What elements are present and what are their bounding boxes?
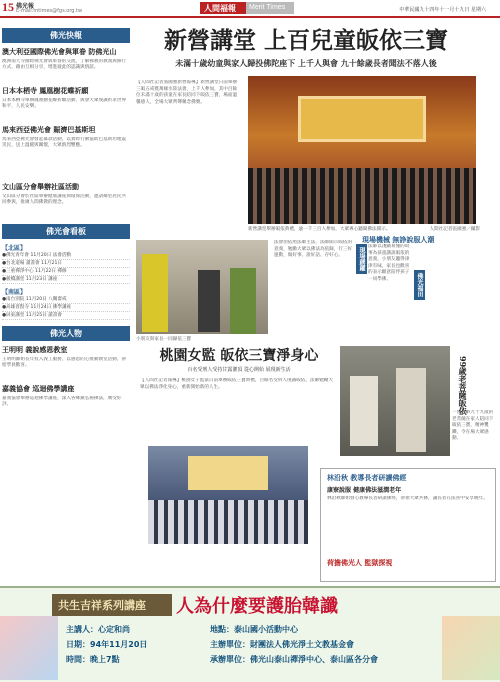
speaker: 主講人：心定和尚: [66, 625, 130, 634]
ceremony-hall-photo: [248, 76, 476, 224]
people-item-title: 嘉義協會 巡迴佛學講座: [2, 385, 75, 393]
person-shape: [142, 254, 168, 332]
event-item: ●台北道場 讀書會 11月21日: [2, 260, 130, 268]
news-item-title: 馬來西亞佛光會 賑濟巴基斯坦: [2, 126, 96, 134]
vertical-label: 佛光福田: [414, 270, 425, 300]
person-shape: [396, 368, 426, 452]
news-item-text: 馬來西亞佛光會發起募款活動，以實際行動協助巴基斯坦地震災民，送上溫暖與關懷，大眾熱烈響應。: [2, 137, 127, 148]
events-heading: 佛光會看板: [2, 224, 130, 239]
child-illustration: [442, 616, 500, 680]
event-item: ●南台別院 11月20日 八關齋戒: [2, 296, 130, 304]
photo-caption: 新營講堂舉辦皈依典禮，逾一千三百人參加，大眾專心聽聞佛法開示。: [248, 227, 391, 232]
left-column: [2, 22, 130, 582]
masthead: 人間福報: [200, 2, 290, 14]
altar-shape: [298, 96, 426, 142]
event-item: ●高雄普賢寺 11月24日 佛學講座: [2, 304, 130, 312]
side-title: 現場機械 無諍說服人潮: [362, 236, 435, 244]
side-body: 法師以淺顯易懂的故事為孩童講說皈依的意義，小朋友聽得津津有味，家長也歡喜的表示願意陪伴孩子一同學佛。: [368, 244, 410, 282]
people-item-text: 王明明師姐長年投入義工服務，以感恩的心推動教室活動，帶給學員歡喜。: [2, 357, 127, 368]
event-item: ●板橋講堂 11月23日 講座: [2, 276, 130, 284]
masthead-en: Merit Times: [246, 2, 294, 14]
crowd-shape: [248, 168, 476, 224]
venue: 地點：泰山國小活動中心: [210, 625, 298, 634]
prison-ceremony-photo: [148, 446, 308, 544]
aside-body: 林沿秋師姐發心教導長者研讀佛經，帶領大眾共修，讓長者在法喜中安享晚年。: [327, 496, 488, 501]
family-illustration: [0, 616, 58, 680]
aside-title: 林沿秋 教導長者研讀佛經: [327, 474, 407, 482]
south-label: 【南區】: [2, 289, 27, 296]
people-heading: 佛光人物: [2, 326, 130, 341]
news-item-title: 澳大利亞國際佛光會與軍眷 防佛光山: [2, 48, 117, 56]
person-shape: [350, 376, 378, 446]
photo-credit: 人間社記者張國強／攝影: [429, 227, 480, 232]
section-name: 佛光報: [16, 3, 35, 10]
time: 時間：晚上7點: [66, 655, 120, 664]
news-item-title: 文山區分會舉辦社區活動: [2, 183, 79, 191]
page-number: 15: [2, 0, 14, 14]
aside-box: [320, 468, 496, 582]
stage-shape: [188, 456, 268, 490]
person-shape: [230, 268, 256, 334]
person-shape: [198, 270, 220, 332]
news-heading: 佛光快報: [2, 28, 130, 43]
column2-body: 法會由依照法師主法，法師開示皈依的意義，勉勵大眾以佛法為依歸，行三好運動，做好事、說好話、存好心。: [274, 240, 353, 258]
article1-body: 【人間社記者張國強新營報導】新營講堂日前舉辦三皈五戒暨萬緣水陸法會，上千人參加，其中百餘位未滿十歲的孩童在家長陪同下皈依三寶，場面溫馨感人，全場大眾齊聲稱念佛號。: [136, 80, 238, 105]
rows-shape: [148, 500, 308, 544]
vertical-label: 現場踴躍: [356, 244, 367, 274]
vertical-title: 99歲老菩薩皈依: [458, 356, 468, 416]
page-header: [0, 0, 500, 18]
people-item-text: 嘉義協會舉辦巡迴佛學講座，深入各鄉鎮弘揚佛法，廣受好評。: [2, 396, 122, 407]
aside-sub: 康寮說服 健康佛法滋潤老年: [327, 487, 402, 494]
event-item: ●三重禪淨中心 11月22日 禪修: [2, 268, 130, 276]
event-item: ●屏東講堂 11月25日 讀書會: [2, 312, 130, 320]
news-item-title: 日本本栖寺 鳳凰樹花蝶祈願: [2, 87, 89, 95]
issue-date: 中華民國九十四年十一月十九日 星期六: [399, 7, 486, 13]
host: 主辦單位：財團法人佛光淨土文教基金會: [210, 640, 354, 649]
date: 日期：94年11月20日: [66, 640, 148, 649]
second-headline: 桃園女監 皈依三寶淨身心: [159, 348, 319, 364]
news-item-text: 澳洲南天寺國際佛光會與軍眷的交流，了解佛教的教義與修行方式，藉由互相分享，增進彼此的認識與情誼。: [2, 59, 127, 70]
banner-title: 人為什麼要護胎韓讖: [176, 596, 338, 617]
organizer: 承辦單位：佛光山泰山禪淨中心、泰山區各分會: [210, 655, 378, 664]
children-caption: 小朋友與家長一同歸依三寶: [136, 337, 192, 342]
event-item: ●佛光青年會 11月20日 法會活動: [2, 252, 130, 260]
north-label: 【北區】: [2, 245, 27, 252]
series-tag: 共生吉祥系列講座: [52, 594, 172, 616]
main-subheadline: 未滿十歲幼童與家人歸投佛陀座下 上千人與會 九十餘歲長者聞法不落人後: [175, 59, 437, 68]
second-subheadline: 百名受刑人受持甘露灌頂 從心開始 展現新生活: [187, 367, 291, 373]
elder-photo: [340, 346, 450, 456]
news-item-text: 文山區分會於社區舉辦健康講座與環保活動，邀請鄰里居民共同參與，推廣人間佛教的理念。: [2, 194, 127, 205]
news-item-text: 日本本栖寺舉辦鳳凰樹花蝶祈願活動，與會大眾虔誠祈求世界和平，人民安樂。: [2, 98, 127, 109]
contact-email: E-mail:mtimes@fgs.org.tw: [16, 8, 83, 14]
aside-label: 荷擔佛光人 監獄探視: [327, 559, 393, 567]
main-headline: 新營講堂 上百兒童皈依三寶: [163, 27, 448, 54]
lecture-banner: [0, 586, 500, 682]
children-photo: [136, 240, 268, 334]
article2-body: 【人間社記者報導】桃園女子監獄日前舉辦皈依三寶典禮，百餘名受刑人虔誠皈依，法師勉勵大眾以佛法淨化身心，重新開始新的人生。: [140, 378, 333, 390]
article3-body: 一位高齡九十九歲的老菩薩在家人陪同下皈依三寶，精神矍鑠，令在場大眾感動。: [452, 410, 494, 441]
people-item-title: 王明明 義說感恩教室: [2, 346, 68, 354]
